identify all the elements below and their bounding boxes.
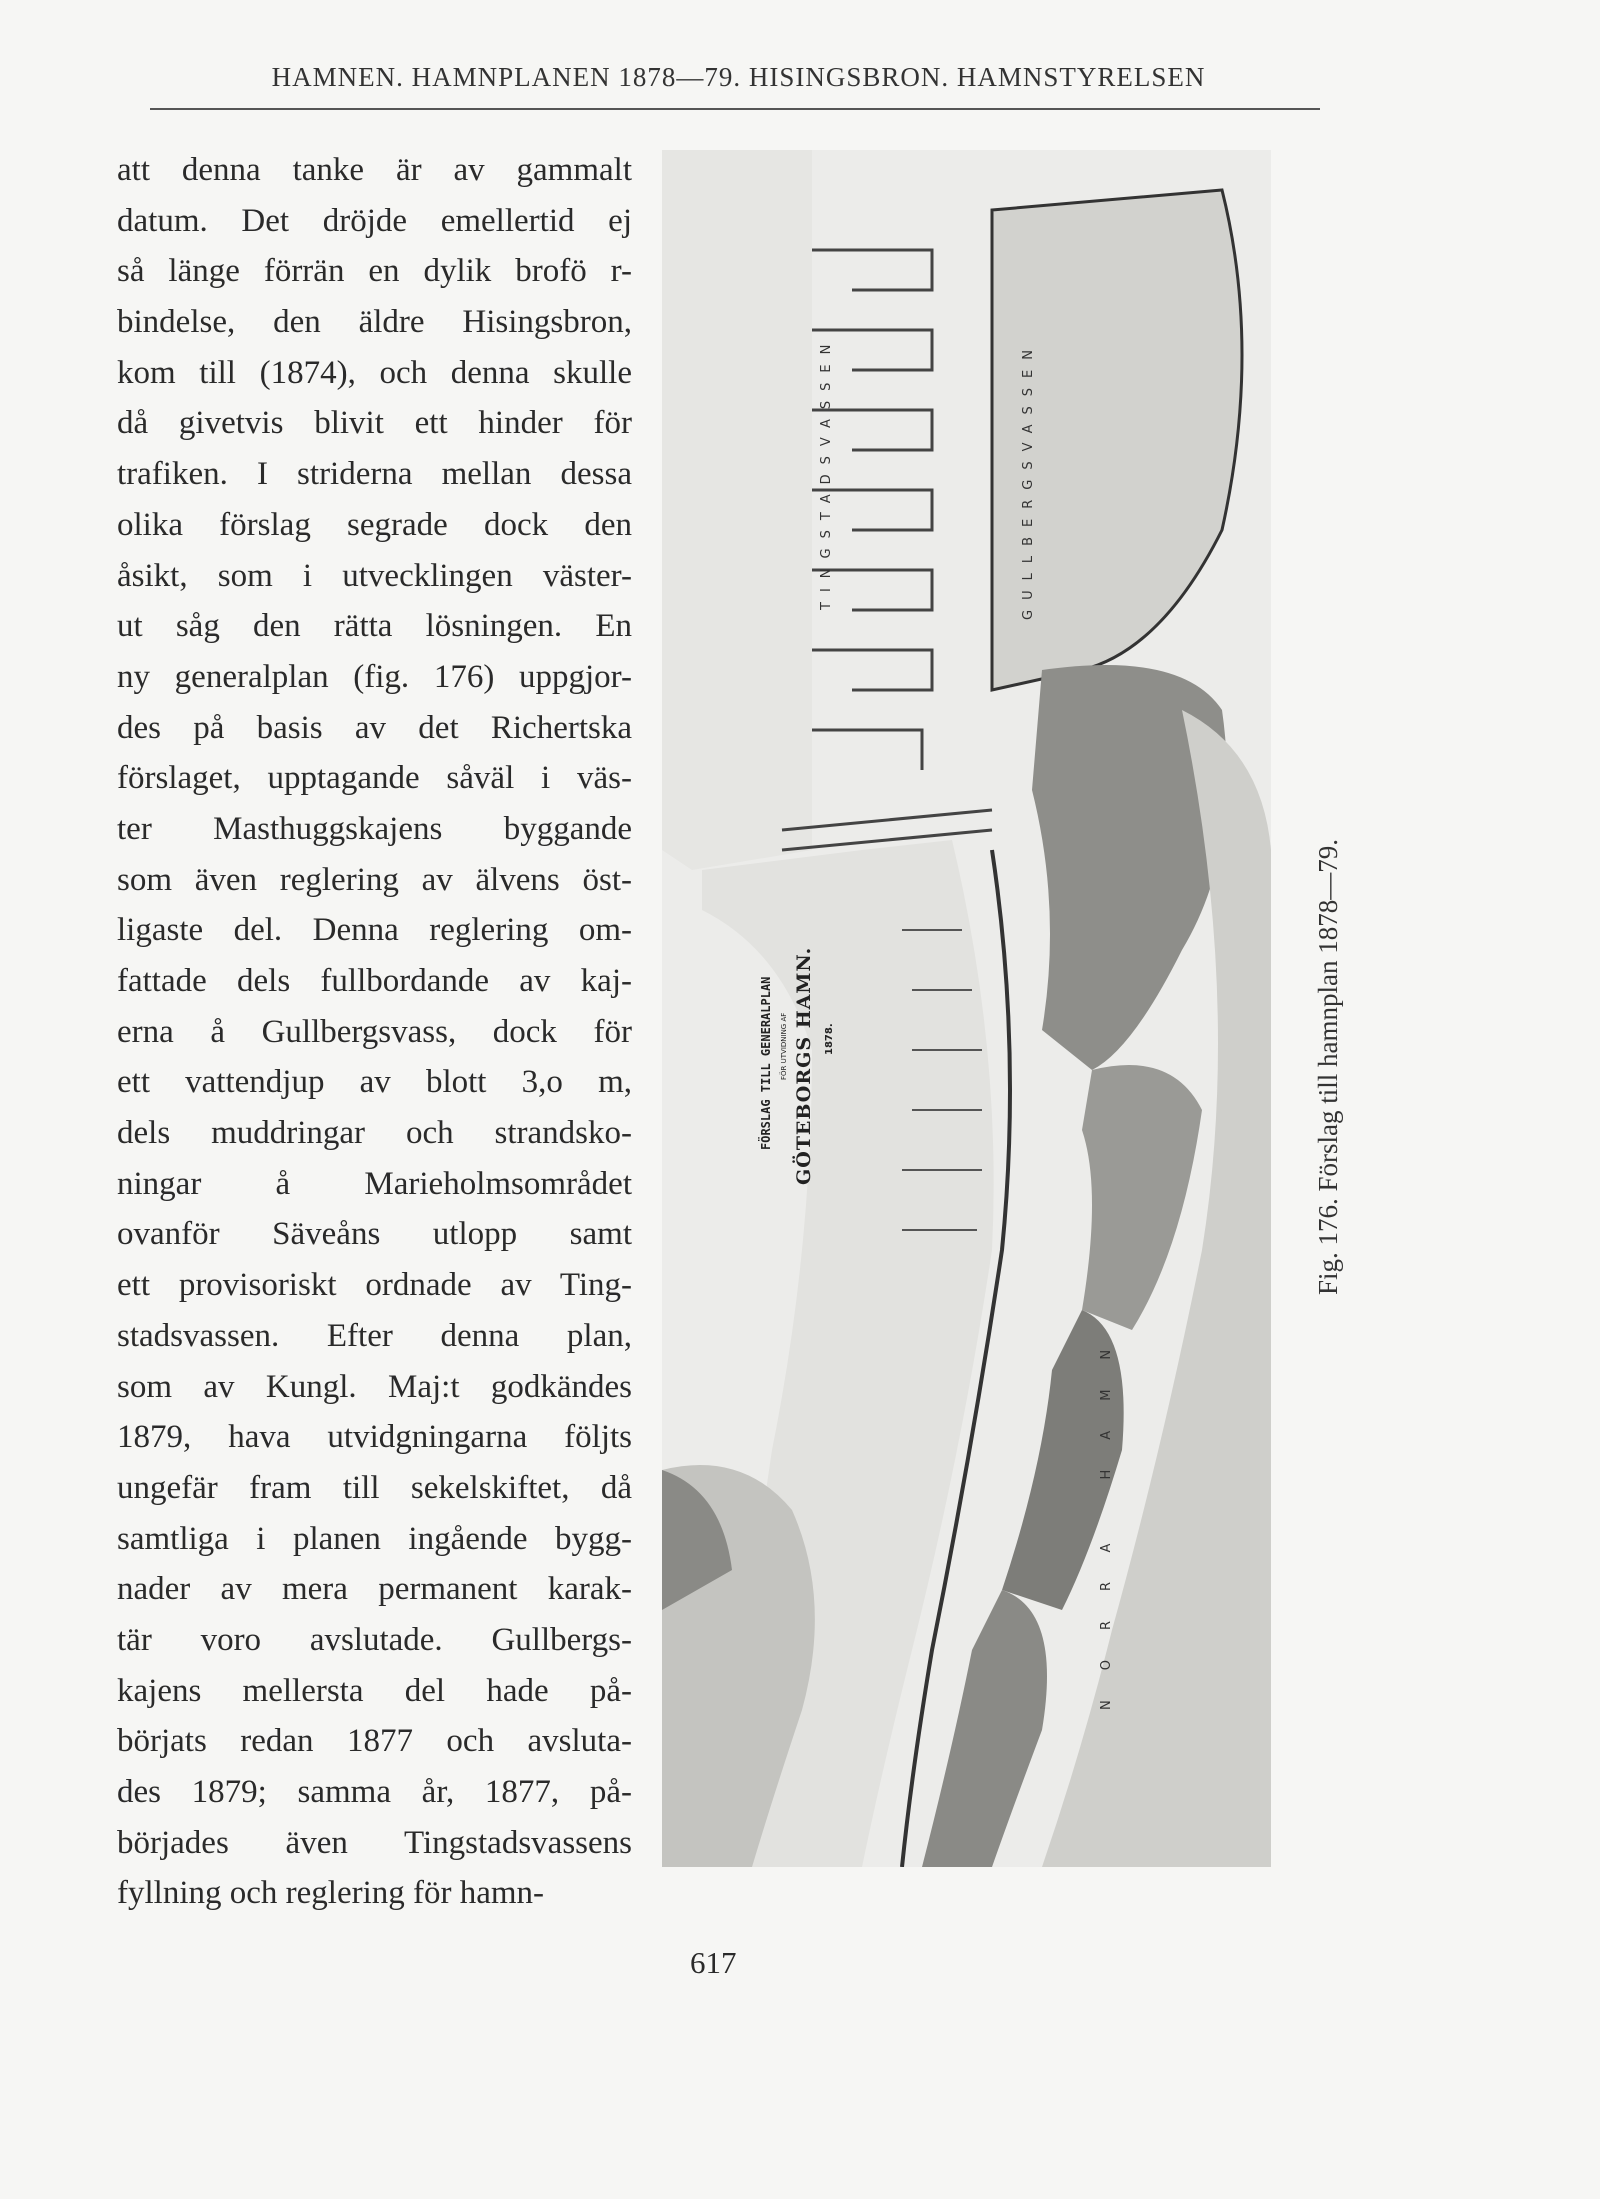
text-line: bindelse, den äldre Hisingsbron, bbox=[117, 304, 632, 341]
figure-caption: Fig. 176. Förslag till hamnplan 1878—79. bbox=[1313, 839, 1343, 1295]
text-line: ut såg den rätta lösningen. En bbox=[117, 608, 632, 645]
text-line: åsikt, som i utvecklingen väster- bbox=[117, 557, 632, 594]
map-title-line3: GÖTEBORGS HAMN. bbox=[793, 946, 815, 1185]
text-line: då givetvis blivit ett hinder för bbox=[117, 405, 632, 442]
page-number: 617 bbox=[690, 1945, 737, 1980]
label-norra-hamn: NORRA HAMN bbox=[1099, 1319, 1114, 1710]
text-line: kajens mellersta del hade på- bbox=[117, 1672, 632, 1709]
harbour-plan-map bbox=[662, 150, 1271, 1867]
text-line: kom till (1874), och denna skulle bbox=[117, 354, 632, 391]
map-title-line1: FÖRSLAG TILL GENERALPLAN bbox=[759, 976, 773, 1150]
text-line: fyllning och reglering för hamn- bbox=[117, 1875, 545, 1912]
text-line: börjades även Tingstadsvassens bbox=[117, 1824, 632, 1861]
running-head: HAMNEN. HAMNPLANEN 1878—79. HISINGSBRON. HAMNSTYRELSEN bbox=[271, 62, 1206, 92]
text-line: des 1879; samma år, 1877, på- bbox=[117, 1774, 632, 1810]
label-gullbergsvassen: GULLBERGSVASSEN bbox=[1021, 340, 1036, 620]
text-line: börjats redan 1877 och avsluta- bbox=[117, 1723, 632, 1760]
text-line: stadsvassen. Efter denna plan, bbox=[117, 1317, 632, 1354]
text-line: som av Kungl. Maj:t godkändes bbox=[117, 1368, 632, 1405]
text-line: så länge förrän en dylik brofö r- bbox=[117, 253, 632, 290]
text-line: ett vattendjup av blott 3,o m, bbox=[117, 1064, 632, 1101]
map-title-line2: FÖR UTVIDNING AF bbox=[780, 1012, 788, 1080]
body-text bbox=[117, 145, 632, 1919]
text-line: att denna tanke är av gammalt bbox=[117, 152, 632, 188]
text-line: ligaste del. Denna reglering om- bbox=[117, 912, 632, 949]
text-line: trafiken. I striderna mellan dessa bbox=[117, 456, 632, 493]
text-line: des på basis av det Richertska bbox=[117, 709, 632, 746]
text-line: ungefär fram till sekelskiftet, då bbox=[117, 1469, 632, 1506]
text-line: som även reglering av älvens öst- bbox=[117, 861, 632, 898]
text-line: ningar å Marieholmsområdet bbox=[117, 1165, 632, 1202]
text-line: ett provisoriskt ordnade av Ting- bbox=[117, 1267, 632, 1304]
map-drawing bbox=[662, 150, 1271, 1867]
text-line: dels muddringar och strandsko- bbox=[117, 1115, 632, 1152]
text-line: erna å Gullbergsvass, dock för bbox=[117, 1013, 632, 1050]
text-line: förslaget, upptagande såväl i väs- bbox=[117, 760, 632, 797]
text-line: olika förslag segrade dock den bbox=[117, 506, 632, 543]
header-rule bbox=[150, 108, 1320, 110]
label-tingstadsvassen: TINGSTADSVASSEN bbox=[819, 334, 834, 610]
text-line: samtliga i planen ingående bygg- bbox=[117, 1520, 632, 1557]
text-line: fattade dels fullbordande av kaj- bbox=[117, 963, 632, 999]
text-line: ter Masthuggskajens byggande bbox=[117, 810, 632, 847]
text-line: nader av mera permanent karak- bbox=[117, 1571, 632, 1608]
text-line: ovanför Säveåns utlopp samt bbox=[117, 1216, 632, 1253]
text-line: datum. Det dröjde emellertid ej bbox=[117, 202, 632, 239]
map-title-year: 1878. bbox=[824, 1023, 835, 1055]
text-line: ny generalplan (fig. 176) uppgjor- bbox=[117, 658, 632, 695]
text-line: tär voro avslutade. Gullbergs- bbox=[117, 1621, 632, 1658]
text-line: 1879, hava utvidgningarna följts bbox=[117, 1419, 632, 1456]
